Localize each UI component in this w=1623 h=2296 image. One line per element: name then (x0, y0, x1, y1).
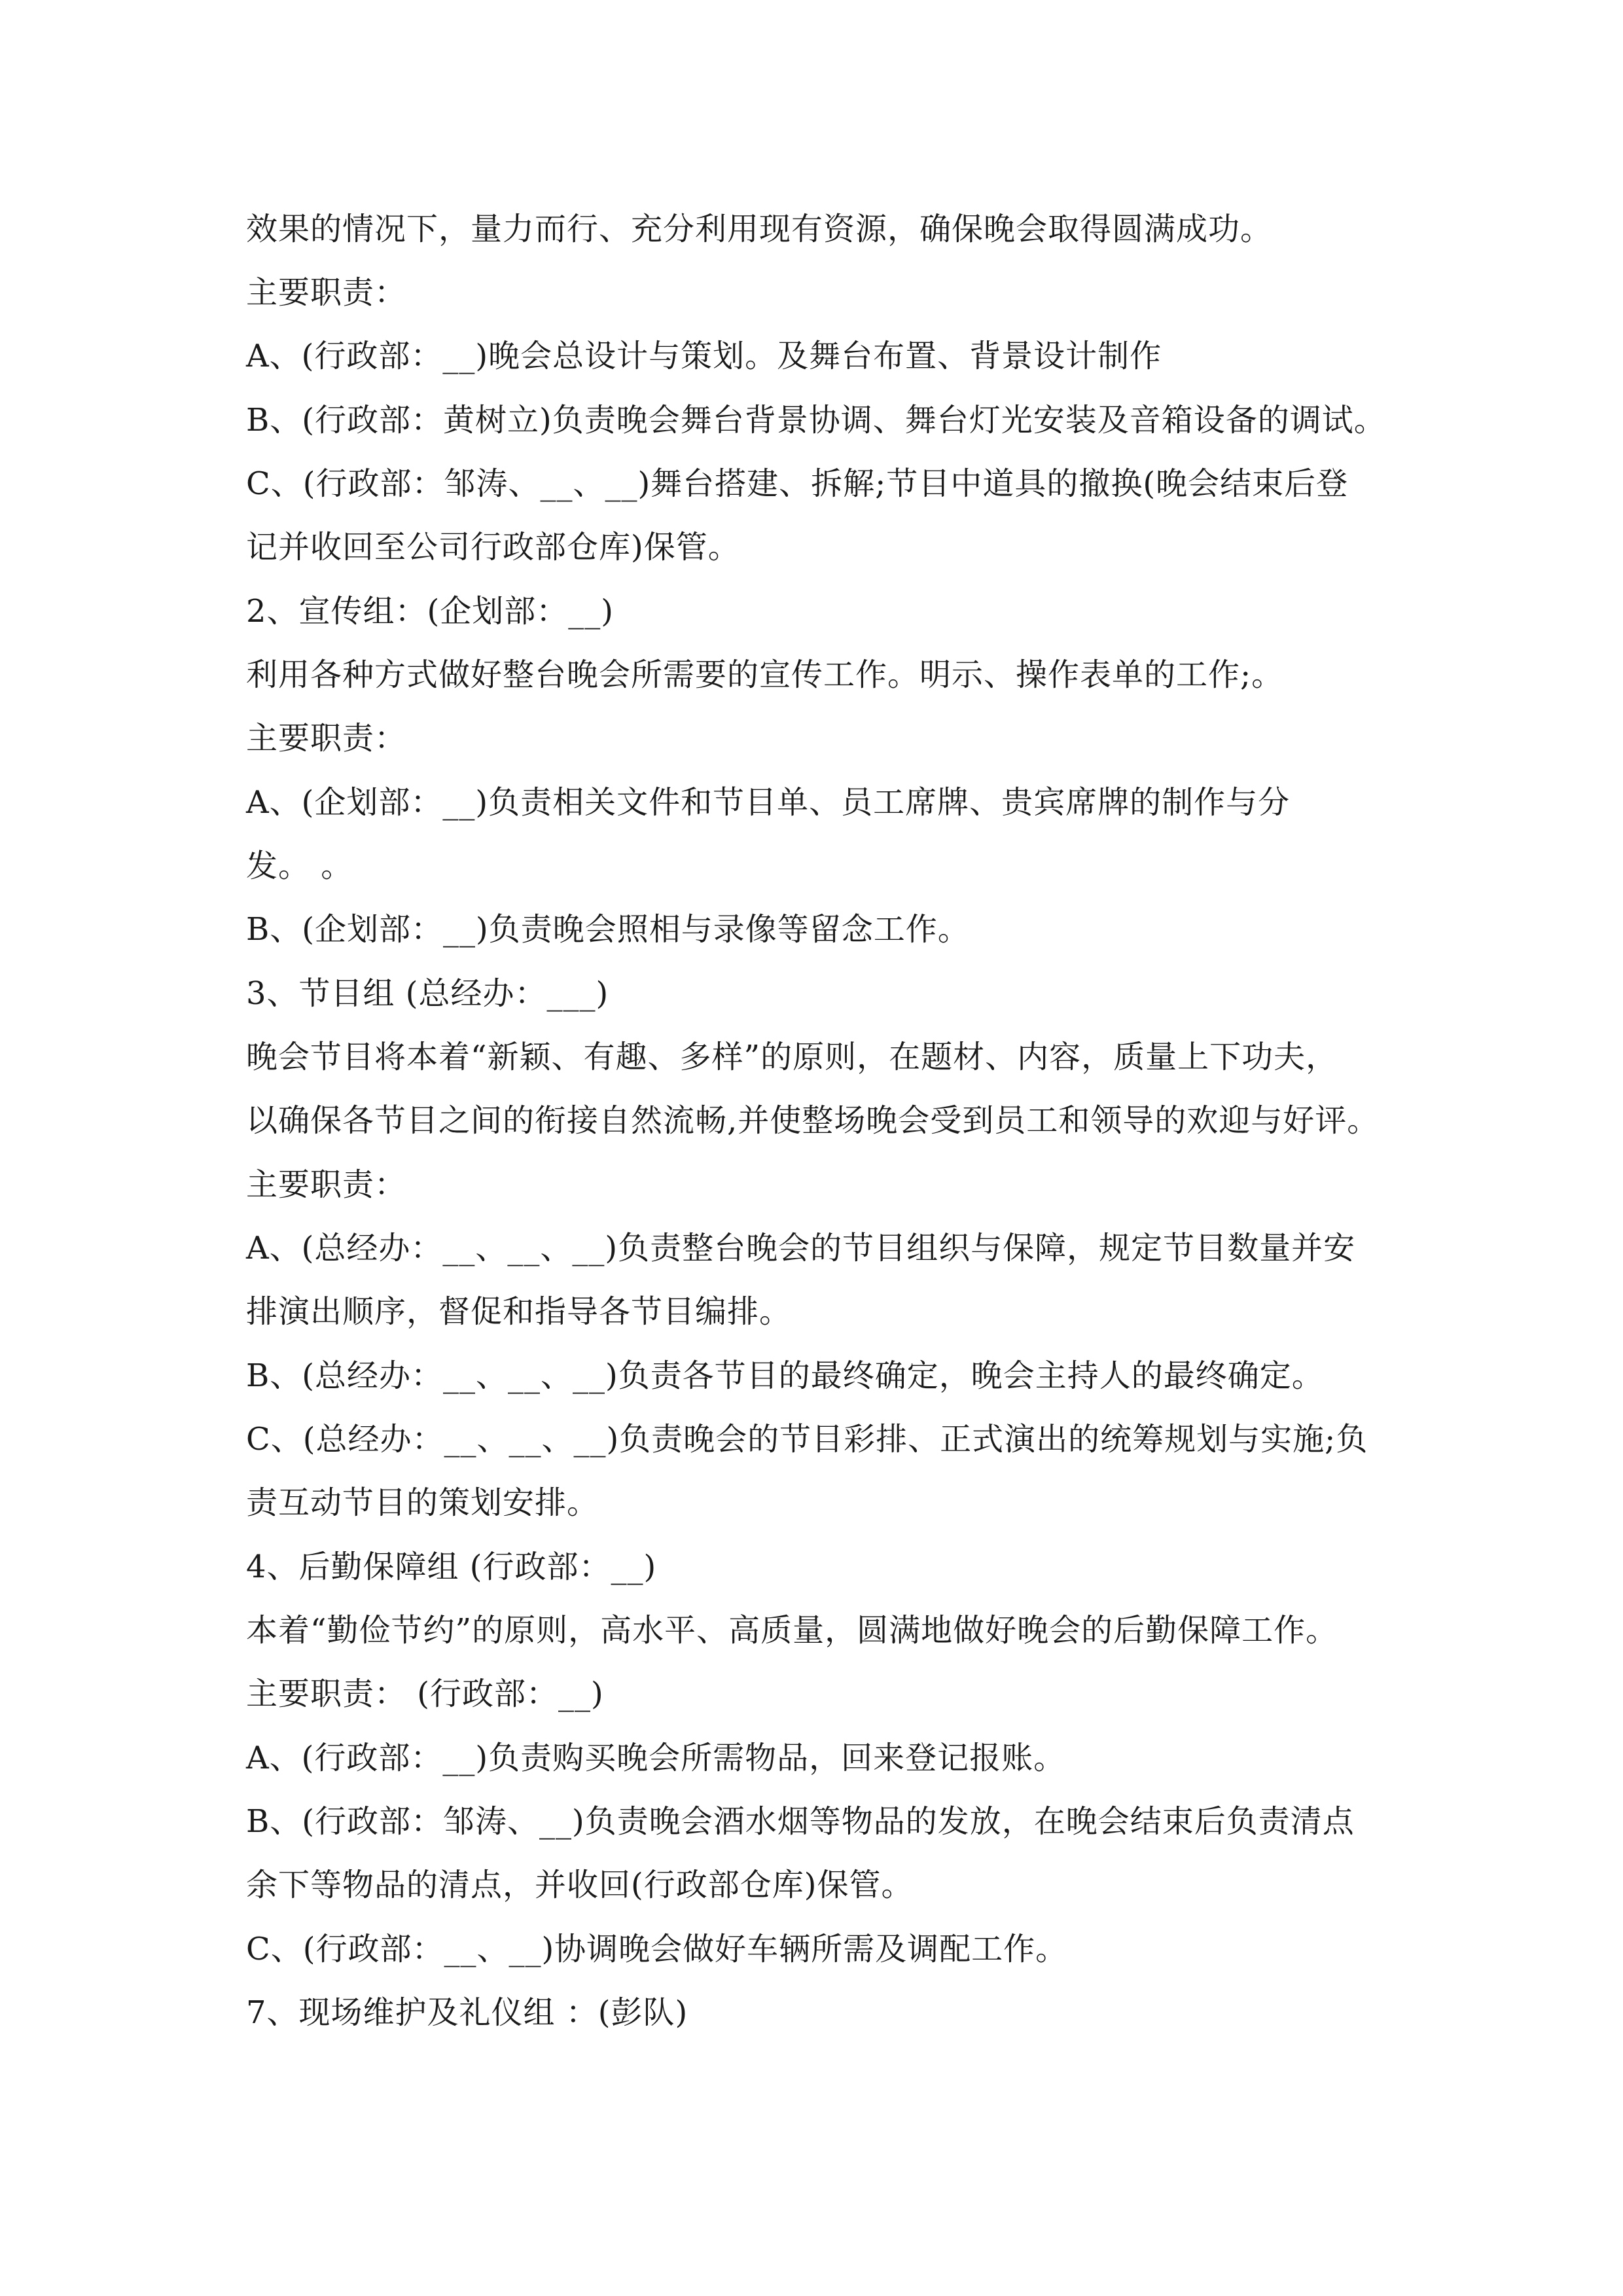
text-line: B、(企划部：__)负责晚会照相与录像等留念工作。 (246, 911, 970, 948)
text-line: 晚会节目将本着“新颖、有趣、多样”的原则，在题材、内容，质量上下功夫， (246, 1039, 1338, 1075)
text-line: 3、节目组 (总经办：___) (246, 975, 609, 1012)
text-line: C、(总经办：__、__、__)负责晚会的节目彩排、正式演出的统筹规划与实施;负 (246, 1421, 1368, 1458)
text-line: A、(行政部：__)晚会总设计与策划。及舞台布置、背景设计制作 (246, 338, 1162, 374)
text-line: 责互动节目的策划安排。 (246, 1484, 599, 1521)
text-line: B、(总经办：__、__、__)负责各节目的最终确定，晚会主持人的最终确定。 (246, 1357, 1324, 1394)
text-line: B、(行政部：黄树立)负责晚会舞台背景协调、舞台灯光安装及音箱设备的调试。 (246, 402, 1386, 439)
text-line: 7、现场维护及礼仪组 ：(彭队) (246, 1994, 688, 2031)
text-line: C、(行政部：邹涛、__、__)舞台搭建、拆解;节目中道具的撤换(晚会结束后登 (246, 465, 1349, 502)
text-line: 以确保各节目之间的衔接自然流畅,并使整场晚会受到员工和领导的欢迎与好评。 (246, 1102, 1380, 1139)
text-line: 排演出顺序，督促和指导各节目编排。 (246, 1293, 792, 1330)
text-line: 发。 。 (246, 848, 353, 884)
text-line: 记并收回至公司行政部仓库)保管。 (246, 529, 740, 565)
text-line: 本着“勤俭节约”的原则，高水平、高质量，圆满地做好晚会的后勤保障工作。 (246, 1612, 1338, 1649)
text-line: C、(行政部：__、__)协调晚会做好车辆所需及调配工作。 (246, 1931, 1068, 1967)
text-line: A、(企划部：__)负责相关文件和节目单、员工席牌、贵宾席牌的制作与分 (246, 784, 1291, 821)
text-line: 主要职责： (行政部：__) (246, 1676, 604, 1712)
text-line: 4、后勤保障组 (行政部：__) (246, 1549, 657, 1585)
text-line: 利用各种方式做好整台晚会所需要的宣传工作。明示、操作表单的工作;。 (246, 656, 1284, 693)
text-line: 效果的情况下，量力而行、充分利用现有资源，确保晚会取得圆满成功。 (246, 211, 1273, 247)
text-line: B、(行政部：邹涛、__)负责晚会酒水烟等物品的发放，在晚会结束后负责清点 (246, 1803, 1355, 1840)
text-line: 余下等物品的清点，并收回(行政部仓库)保管。 (246, 1867, 914, 1903)
text-line: A、(总经办：__、__、__)负责整台晚会的节目组织与保障，规定节目数量并安 (246, 1230, 1356, 1266)
text-line: 主要职责： (246, 720, 407, 757)
text-line: 主要职责： (246, 274, 407, 311)
text-line: 2、宣传组：(企划部：__) (246, 593, 614, 630)
text-line: A、(行政部：__)负责购买晚会所需物品，回来登记报账。 (246, 1740, 1066, 1776)
text-line: 主要职责： (246, 1166, 407, 1203)
